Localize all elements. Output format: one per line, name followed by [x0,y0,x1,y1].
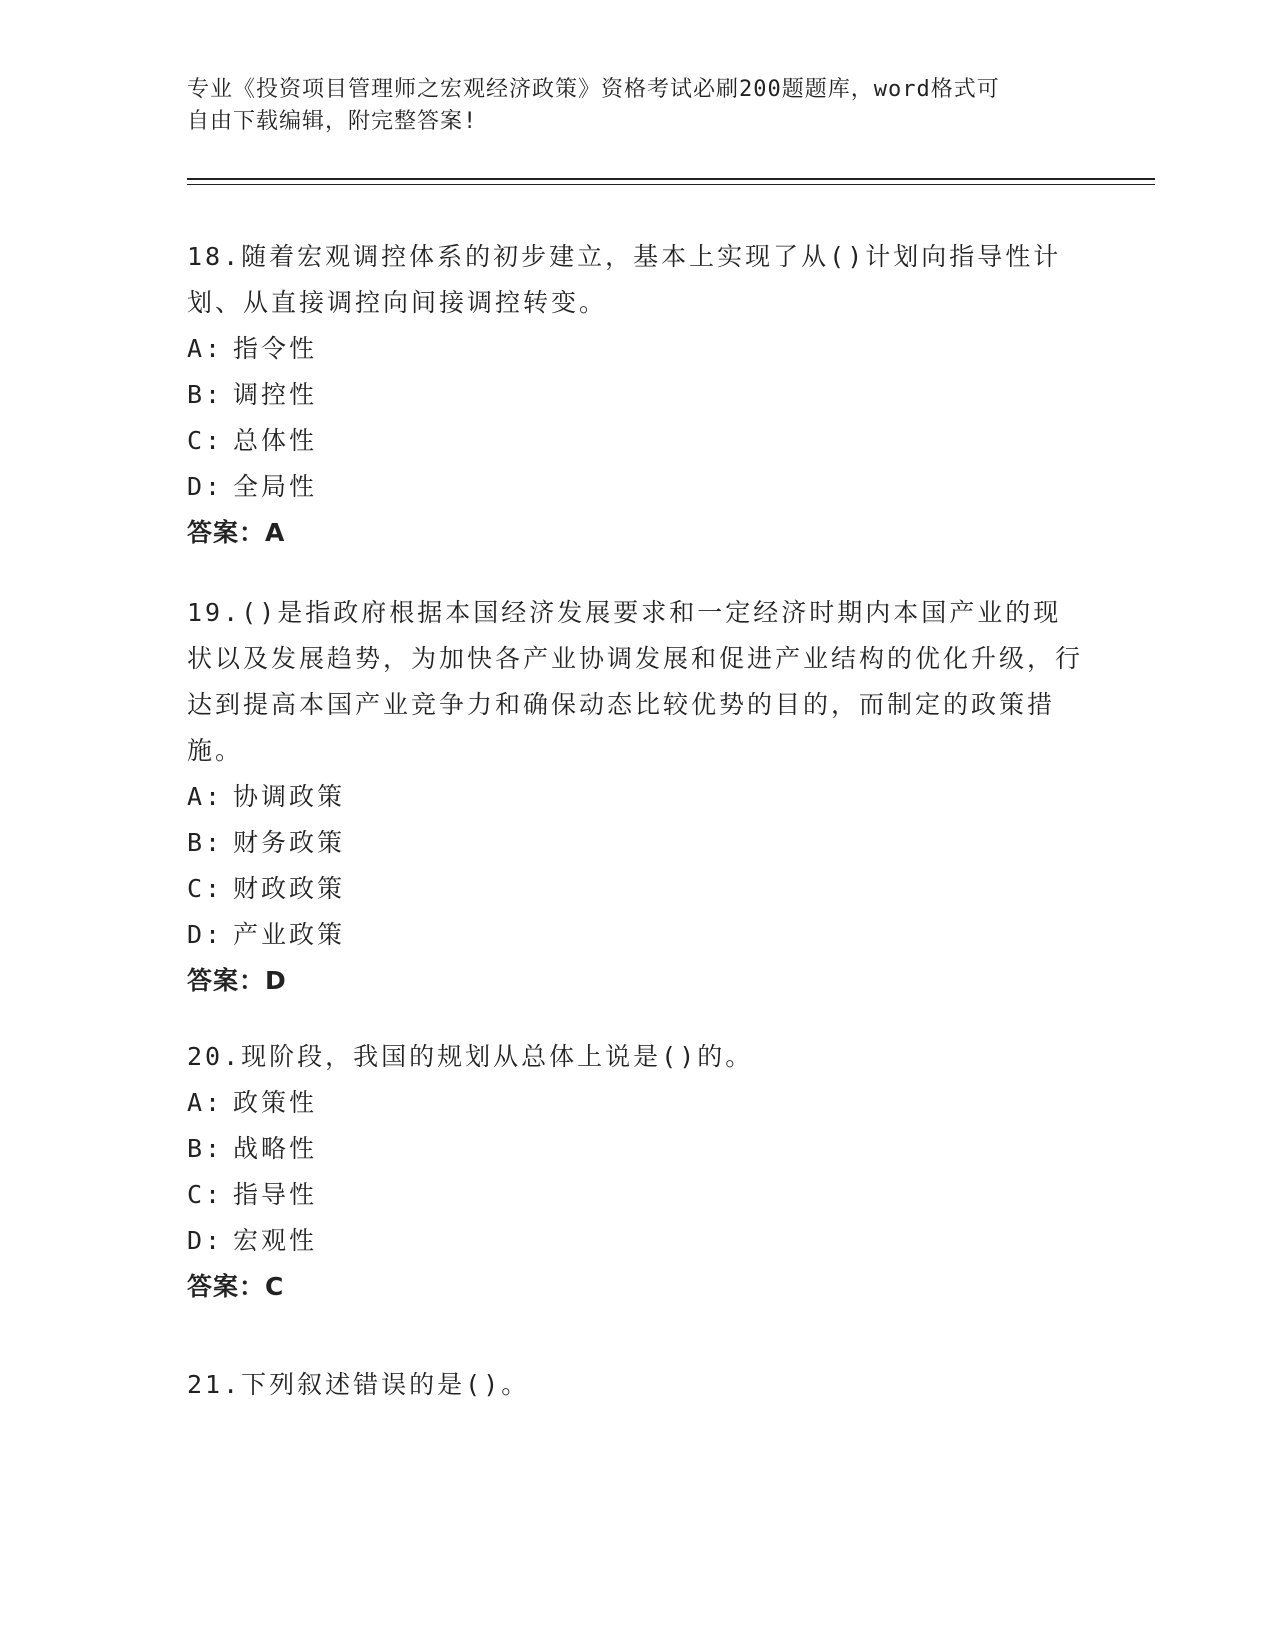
header-divider-thin [187,184,1155,185]
option-text: 协调政策 [233,782,346,811]
question-19 [187,590,1087,1004]
option-letter: B: [187,828,224,857]
question-21 [187,1362,1087,1408]
question-20 [187,1034,1087,1310]
option-letter: C: [187,1180,224,1209]
option-c [187,1172,1087,1218]
option-text: 财务政策 [233,828,346,857]
option-text: 战略性 [233,1134,318,1163]
option-c [187,418,1087,464]
question-stem: 19.()是指政府根据本国经济发展要求和一定经济时期内本国产业的现状以及发展趋势，为加快各产业协调发展和促进产业结构的优化升级，行达到提高本国产业竞争力和确保动态比较优势的目的，而制定的政策措施。 [187,598,1084,765]
answer-line: 答案：C [187,1272,285,1301]
header-line-2: 自由下载编辑，附完整答案! [187,109,478,134]
answer-line: 答案：A [187,518,286,547]
question-stem: 18.随着宏观调控体系的初步建立，基本上实现了从()计划向指导性计划、从直接调控向间接调控转变。 [187,242,1062,317]
option-b [187,820,1087,866]
option-letter: A: [187,1088,224,1117]
question-stem: 20.现阶段，我国的规划从总体上说是()的。 [187,1042,754,1071]
option-text: 指令性 [233,334,318,363]
option-text: 宏观性 [233,1226,318,1255]
option-d [187,1218,1087,1264]
header-divider-thick [187,178,1155,180]
option-text: 产业政策 [233,920,346,949]
option-letter: C: [187,874,224,903]
option-letter: B: [187,1134,224,1163]
option-letter: D: [187,1226,224,1255]
option-text: 全局性 [233,472,318,501]
question-stem: 21.下列叙述错误的是()。 [187,1370,530,1399]
option-letter: B: [187,380,224,409]
option-text: 总体性 [233,426,318,455]
option-letter: A: [187,334,224,363]
option-c [187,866,1087,912]
option-b [187,372,1087,418]
question-18 [187,234,1087,556]
option-letter: C: [187,426,224,455]
answer-line: 答案：D [187,966,287,995]
option-letter: D: [187,472,224,501]
option-letter: D: [187,920,224,949]
document-header [187,74,1087,138]
option-text: 指导性 [233,1180,318,1209]
option-a [187,326,1087,372]
option-b [187,1126,1087,1172]
option-d [187,464,1087,510]
option-a [187,774,1087,820]
option-text: 调控性 [233,380,318,409]
option-text: 财政政策 [233,874,346,903]
option-d [187,912,1087,958]
header-line-1: 专业《投资项目管理师之宏观经济政策》资格考试必刷200题题库，word格式可 [187,77,1000,102]
option-a [187,1080,1087,1126]
option-letter: A: [187,782,224,811]
option-text: 政策性 [233,1088,318,1117]
